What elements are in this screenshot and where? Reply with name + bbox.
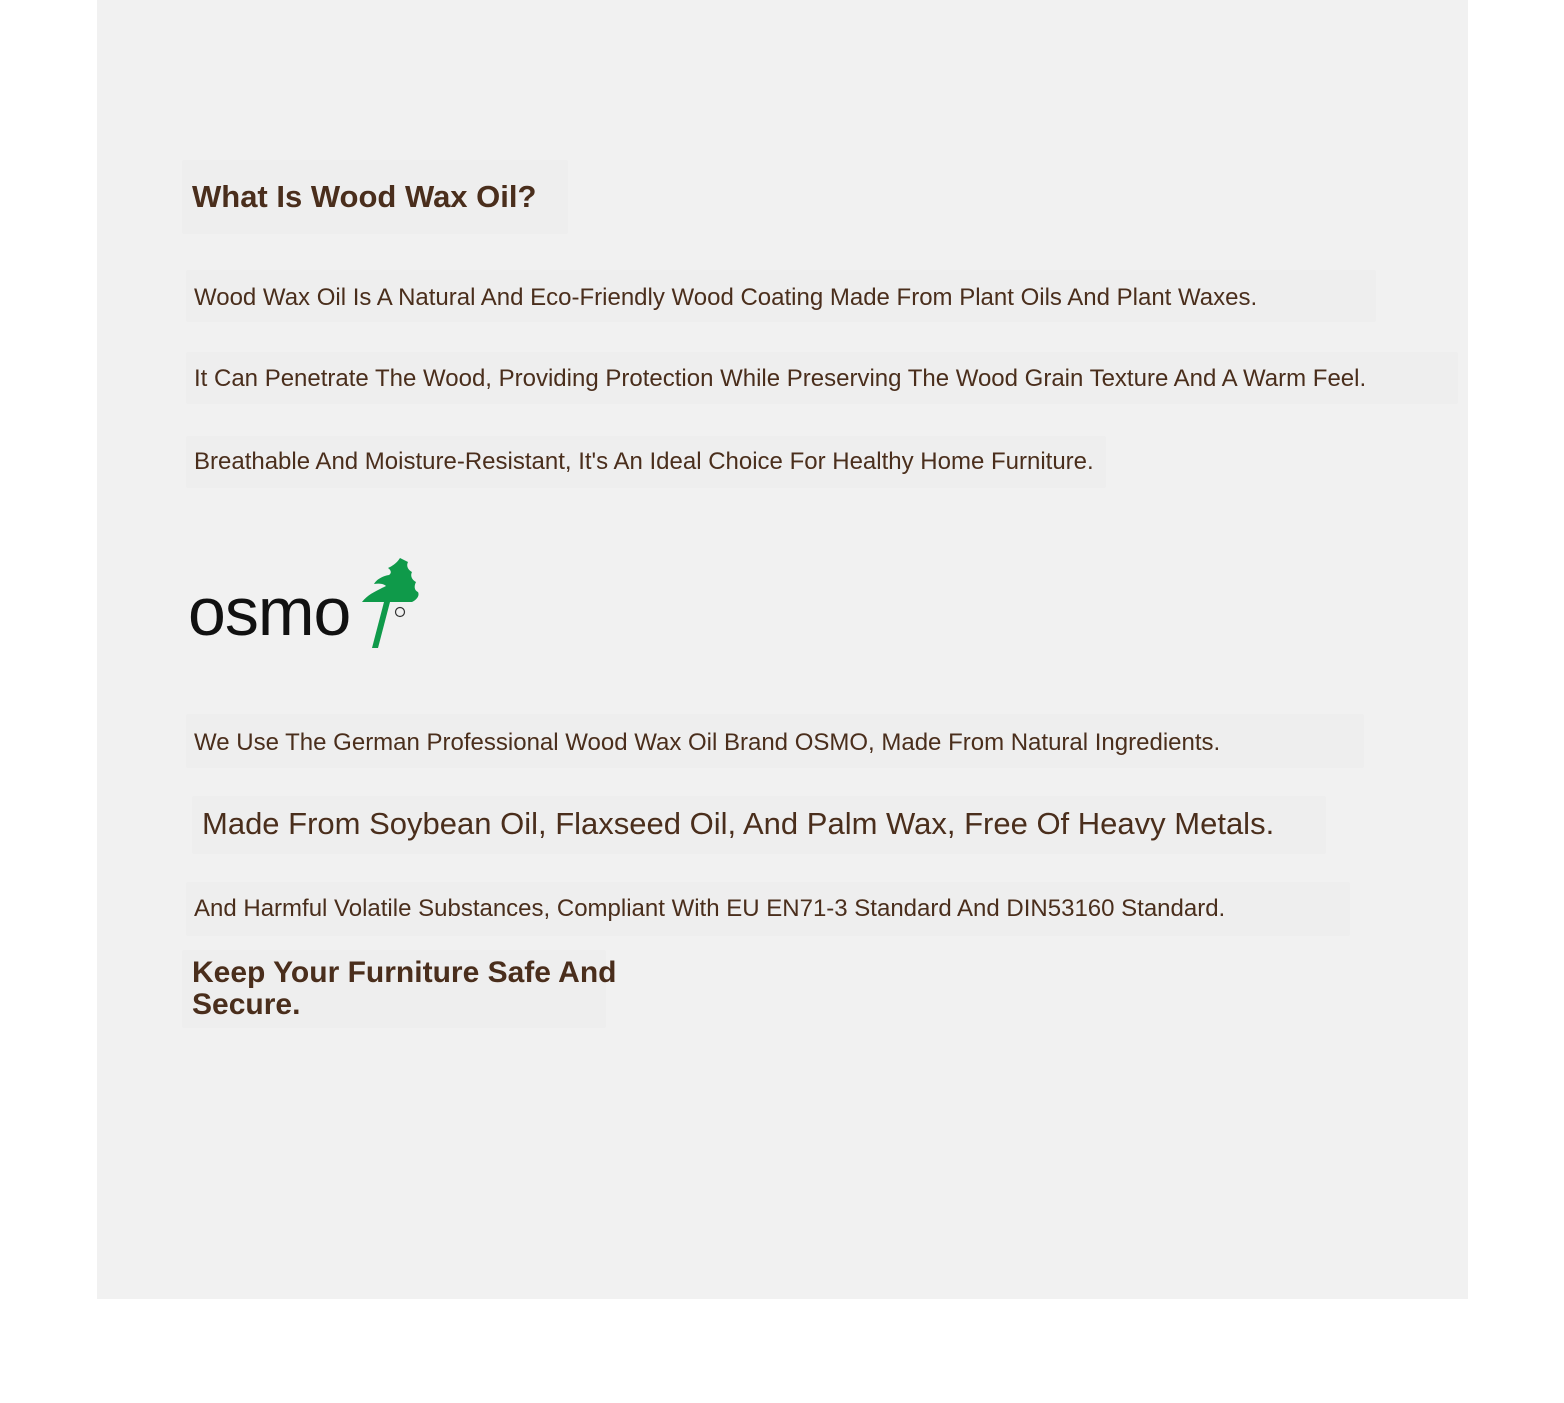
brand-line-1: We Use The German Professional Wood Wax Oil Brand OSMO, Made From Natural Ingredients. xyxy=(194,729,1221,756)
brand-line-2: Made From Soybean Oil, Flaxseed Oil, And Palm Wax, Free Of Heavy Metals. xyxy=(202,806,1275,841)
tree-icon xyxy=(358,556,420,650)
section-title-keep-furniture-safe xyxy=(192,957,617,1020)
brand-line-3: And Harmful Volatile Substances, Compliant With EU EN71-3 Standard And DIN53160 Standard. xyxy=(194,895,1226,922)
title-line-1: Keep Your Furniture Safe And xyxy=(192,956,617,989)
section-title-what-is-wood-wax-oil: What Is Wood Wax Oil? xyxy=(192,179,537,214)
intro-line-2: It Can Penetrate The Wood, Providing Protection While Preserving The Wood Grain Texture And A Warm Feel. xyxy=(194,365,1367,392)
logo-wordmark: osmo xyxy=(188,574,351,650)
osmo-logo xyxy=(188,556,424,652)
intro-line-3: Breathable And Moisture-Resistant, It's An Ideal Choice For Healthy Home Furniture. xyxy=(194,448,1094,475)
title-line-2: Secure. xyxy=(192,987,301,1021)
intro-line-1: Wood Wax Oil Is A Natural And Eco-Friendly Wood Coating Made From Plant Oils And Plant Waxes. xyxy=(194,284,1258,311)
